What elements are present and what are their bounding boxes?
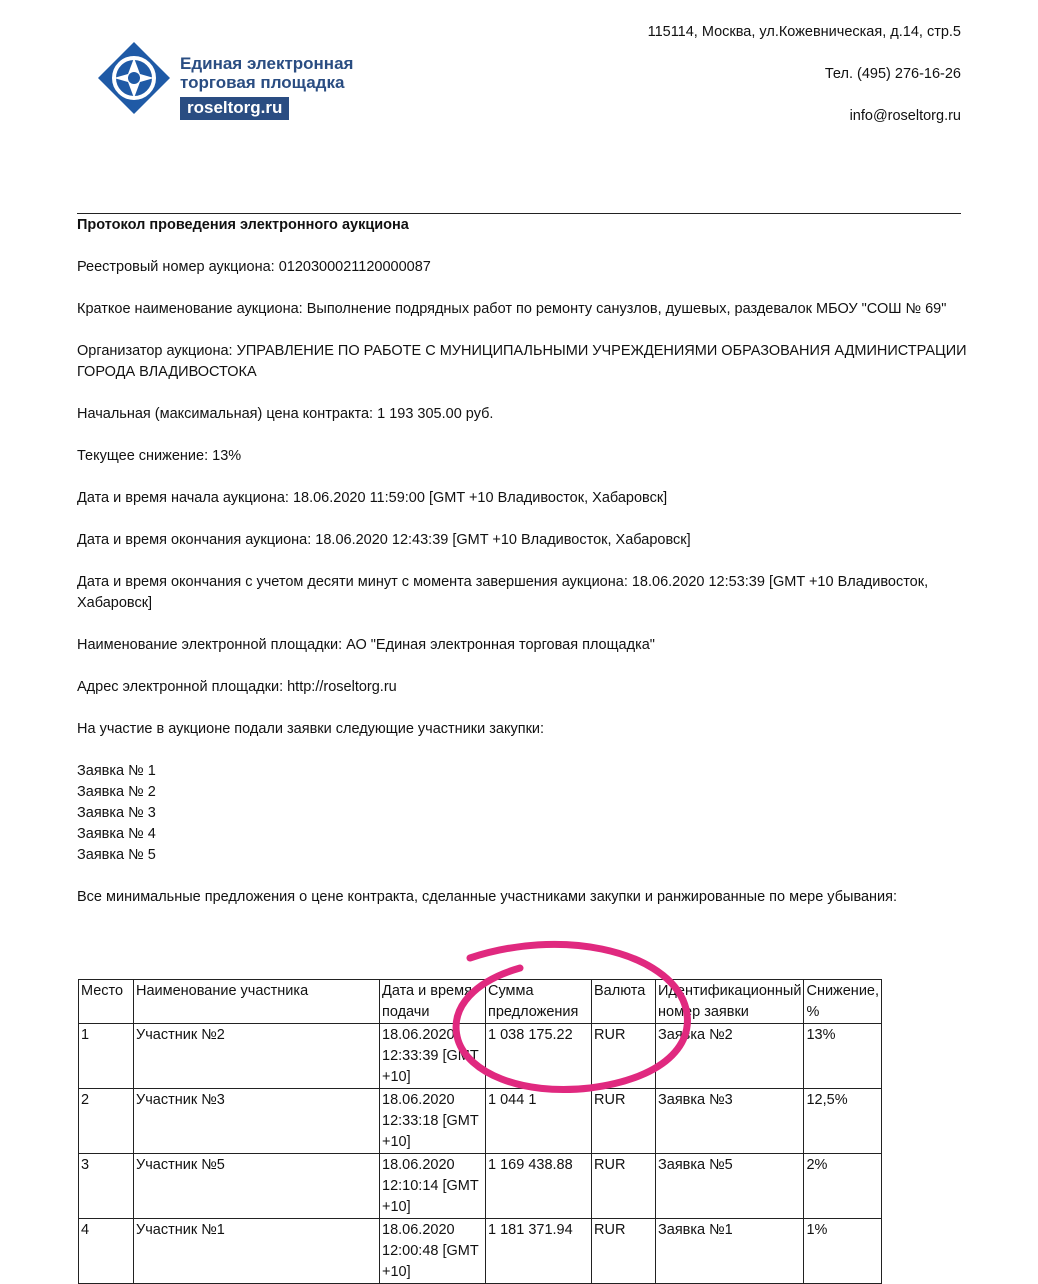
cell-name: Участник №3: [134, 1089, 380, 1154]
table-row: [79, 1089, 882, 1154]
header-amount: Сумма предложения: [486, 980, 592, 1024]
email: info@roseltorg.ru: [849, 108, 961, 124]
cell-date: 18.06.2020 12:33:18 [GMT +10]: [380, 1089, 486, 1154]
logo-line1: Единая электронная: [180, 54, 354, 73]
organizer: Организатор аукциона: УПРАВЛЕНИЕ ПО РАБОТЕ С МУНИЦИПАЛЬНЫМИ УЧРЕЖДЕНИЯМИ ОБРАЗОВАНИЯ АДМИНИСТРАЦИИ ГОРОДА ВЛАДИВОСТОКА: [77, 343, 967, 380]
platform-address: Адрес электронной площадки: http://roseltorg.ru: [77, 679, 397, 695]
header-name: Наименование участника: [134, 980, 380, 1024]
offers-intro: Все минимальные предложения о цене контракта, сделанные участниками закупки и ранжированные по мере убывания:: [77, 889, 898, 905]
table-row: [79, 1219, 882, 1284]
applications-list: [77, 761, 967, 866]
cell-app: Заявка №3: [656, 1089, 804, 1154]
contacts: [648, 22, 961, 148]
initial-price: Начальная (максимальная) цена контракта: 1 193 305.00 руб.: [77, 406, 494, 422]
list-item: Заявка № 4: [77, 826, 156, 842]
address: 115114, Москва, ул.Кожевническая, д.14, стр.5: [647, 24, 961, 40]
cell-reduction: 13%: [804, 1024, 882, 1089]
list-item: Заявка № 1: [77, 763, 156, 779]
cell-amount: 1 181 371.94: [486, 1219, 592, 1284]
cell-place: 1: [79, 1024, 134, 1089]
phone: Тел. (495) 276-16-26: [824, 66, 961, 82]
cell-currency: RUR: [592, 1154, 656, 1219]
participants-intro: На участие в аукционе подали заявки следующие участники закупки:: [77, 721, 545, 737]
cell-name: Участник №2: [134, 1024, 380, 1089]
cell-app: Заявка №1: [656, 1219, 804, 1284]
cell-name: Участник №5: [134, 1154, 380, 1219]
cell-amount: 1 044 1: [486, 1089, 592, 1154]
header-date: Дата и время подачи: [380, 980, 486, 1024]
document-title: Протокол проведения электронного аукциона: [77, 217, 409, 233]
table-row: [79, 1024, 882, 1089]
cell-date: 18.06.2020 12:10:14 [GMT +10]: [380, 1154, 486, 1219]
cell-place: 3: [79, 1154, 134, 1219]
list-item: Заявка № 5: [77, 847, 156, 863]
logo-line2: торговая площадка: [180, 73, 345, 92]
current-reduction: Текущее снижение: 13%: [77, 448, 242, 464]
offers-table: [78, 979, 882, 1284]
cell-reduction: 1%: [804, 1219, 882, 1284]
header-app-id: Идентификационный номер заявки: [656, 980, 804, 1024]
cell-app: Заявка №2: [656, 1024, 804, 1089]
table-row: [79, 1154, 882, 1219]
cell-place: 4: [79, 1219, 134, 1284]
cell-currency: RUR: [592, 1219, 656, 1284]
cell-amount: 1 169 438.88: [486, 1154, 592, 1219]
logo-url: roseltorg.ru: [180, 97, 289, 120]
registry-number: Реестровый номер аукциона: 0120300021120000087: [77, 259, 431, 275]
platform-name: Наименование электронной площадки: АО "Единая электронная торговая площадка": [77, 637, 655, 653]
cell-reduction: 2%: [804, 1154, 882, 1219]
cell-name: Участник №1: [134, 1219, 380, 1284]
roseltorg-logo: [96, 40, 358, 122]
end-time: Дата и время окончания аукциона: 18.06.2020 12:43:39 [GMT +10 Владивосток, Хабаровск]: [77, 532, 691, 548]
list-item: Заявка № 3: [77, 805, 156, 821]
cell-date: 18.06.2020 12:00:48 [GMT +10]: [380, 1219, 486, 1284]
start-time: Дата и время начала аукциона: 18.06.2020 11:59:00 [GMT +10 Владивосток, Хабаровск]: [77, 490, 668, 506]
protocol-content: [77, 215, 967, 908]
table-header-row: [79, 980, 882, 1024]
header-reduction: Снижение, %: [804, 980, 882, 1024]
cell-currency: RUR: [592, 1024, 656, 1089]
logo-title: [180, 54, 370, 92]
short-name: Краткое наименование аукциона: Выполнение подрядных работ по ремонту санузлов, душевых, раздевалок МБОУ "СОШ № 69": [77, 301, 947, 317]
cell-place: 2: [79, 1089, 134, 1154]
cell-app: Заявка №5: [656, 1154, 804, 1219]
list-item: Заявка № 2: [77, 784, 156, 800]
cell-currency: RUR: [592, 1089, 656, 1154]
cell-reduction: 12,5%: [804, 1089, 882, 1154]
cell-date: 18.06.2020 12:33:39 [GMT +10]: [380, 1024, 486, 1089]
header-place: Место: [79, 980, 134, 1024]
header-divider: [77, 213, 961, 214]
cell-amount: 1 038 175.22: [486, 1024, 592, 1089]
end-time-extended: Дата и время окончания с учетом десяти минут с момента завершения аукциона: 18.06.2020 12:53:39 [GMT +10 Владивосток, Хабаровск]: [77, 574, 929, 611]
header-currency: Валюта: [592, 980, 656, 1024]
roseltorg-diamond-icon: [96, 40, 172, 116]
